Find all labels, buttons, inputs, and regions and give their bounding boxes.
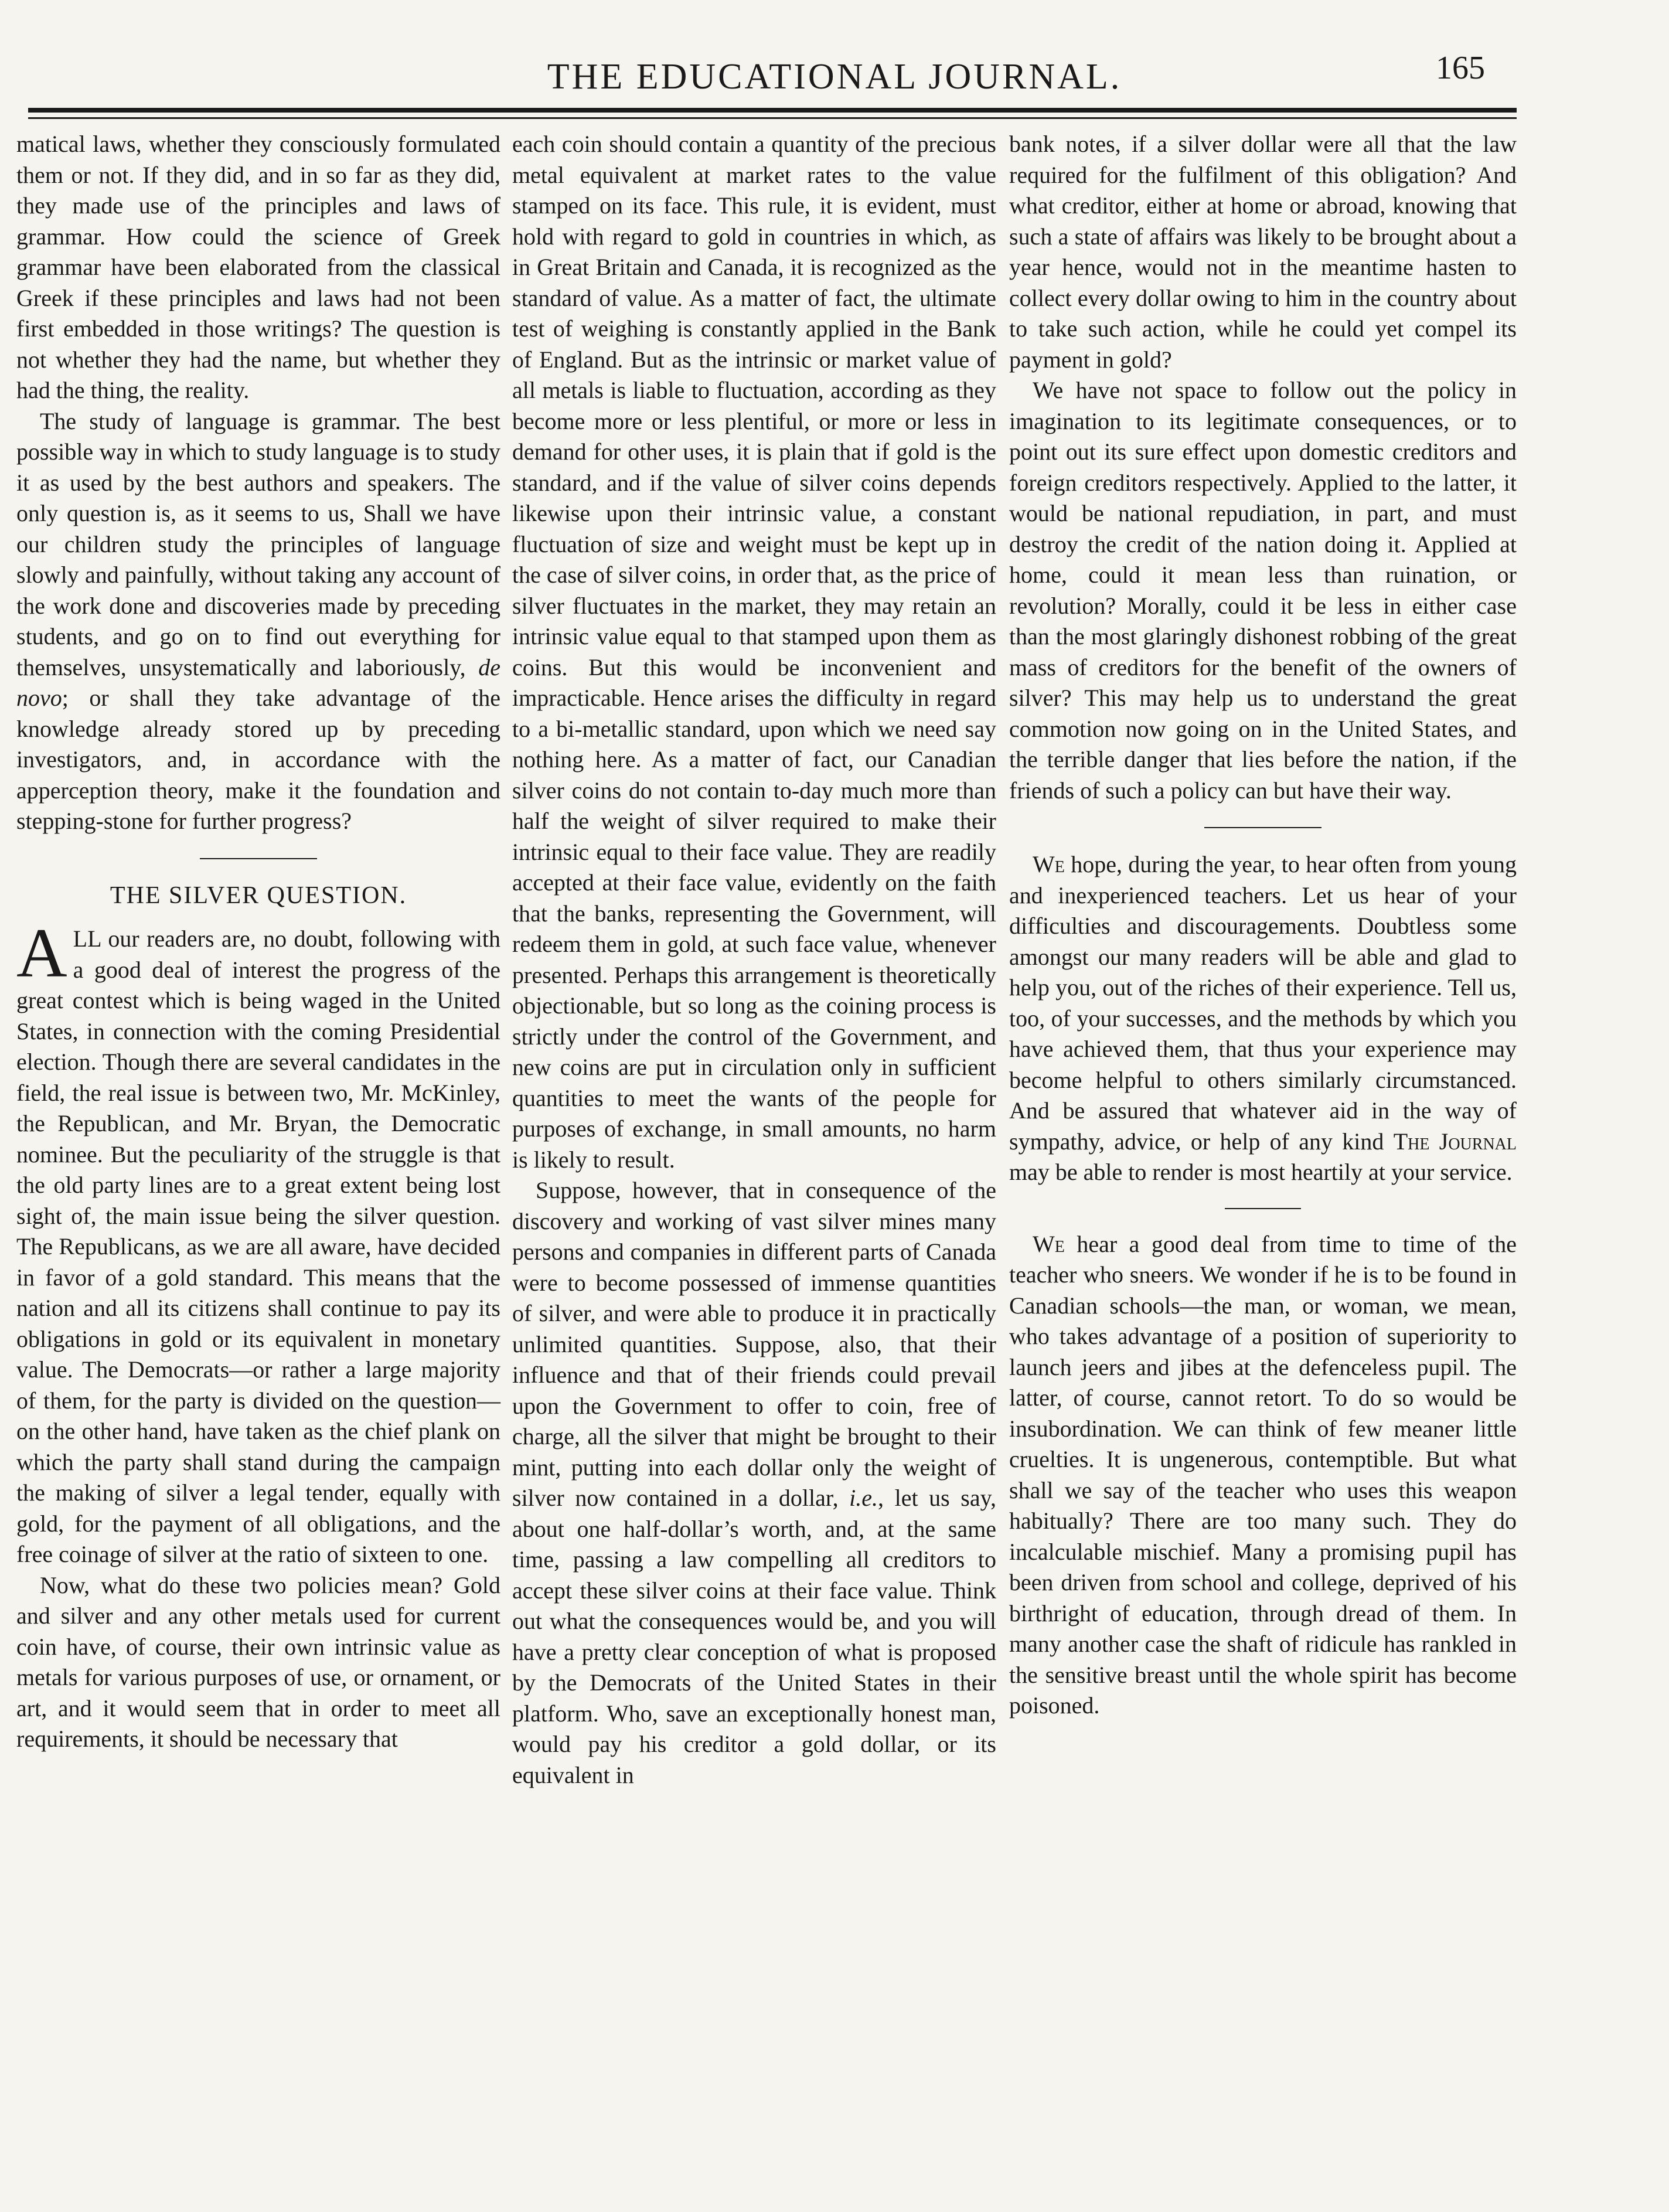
paragraph: bank notes, if a silver dollar were all that the law required for the fulfilment of this obligation? And what creditor, either at home or abroad, knowing that such a state of affairs was likely to be brought about a year hence, would not in the meantime hasten to collect every dollar owing to him in the country about to take such action, while he could yet compel its payment in gold? bbox=[1009, 131, 1517, 373]
section-divider bbox=[1204, 827, 1321, 828]
section-divider bbox=[1225, 1208, 1301, 1209]
paragraph-text: The study of language is grammar. The best possible way in which to study language is to study it as used by the best authors and speakers. The only question is, as it seems to us, Shall we have our children study the principles of language slowly and painfully, without taking any account of the work done and discoveries made by preceding students, and go on to find out everything for themselves, unsystematically and laboriously, bbox=[16, 407, 500, 680]
paragraph bbox=[1009, 1229, 1517, 1721]
paragraph-text: may be able to render is most heartily at your service. bbox=[1009, 1159, 1513, 1185]
paragraph-text: , let us say, about one half-dollar’s worth, and, at the same time, passing a law compelling all creditors to accept these silver coins at their face value. Think out what the consequences would be, and you will have a pretty clear conception of what is proposed by the Democrats of the United States in their platform. Who, save an exceptionally honest man, would pay his creditor a gold dollar, or its equivalent in bbox=[512, 1485, 996, 1788]
column-3 bbox=[1009, 129, 1517, 1721]
paragraph-text: hope, during the year, to hear often from young and inexperienced teachers. Let us hear of your difficulties and discouragements. Doubtless some amongst our many readers will be able and glad to help you, out of the riches of their experience. Tell us, too, of your successes, and the methods by which you have achieved them, that thus your experience may become helpful to others similarly circumstanced. And be assured that whatever aid in the way of sympathy, advice, or help of any kind bbox=[1009, 851, 1517, 1155]
header-rule-thin bbox=[28, 117, 1517, 119]
page-number: 165 bbox=[1436, 50, 1485, 86]
journal-name: The Journal bbox=[1393, 1128, 1517, 1155]
page-header bbox=[0, 0, 1669, 117]
paragraph: each coin should contain a quantity of the precious metal equivalent at market rates to the value stamped on its face. This rule, it is evident, must hold with regard to gold in countries in which, as in Great Britain and Canada, it is recognized as the standard of value. As a matter of fact, the ultimate test of weighing is constantly applied in the Bank of England. But as the intrinsic or market value of all metals is liable to fluctuation, according as they become more or less plentiful, or more or less in demand for other uses, it is plain that if gold is the standard, and if the value of silver coins depends likewise upon their intrinsic value, a constant fluctuation of size and weight must be kept up in the case of silver coins, in order that, as the price of silver fluctuates in the market, they may retain an intrinsic value equal to that stamped upon them as coins. But this would be inconvenient and impracticable. Hence arises the difficulty in regard to a bi-metallic standard, upon which we need say nothing here. As a matter of fact, our Canadian silver coins do not contain to-day much more than half the weight of silver required to make their intrinsic equal to their face value. They are readily accepted at their face value, evidently on the faith that the banks, representing the Government, will redeem them in gold, at such face value, whenever presented. Perhaps this arrangement is theoretically objectionable, but so long as the coining process is strictly under the control of the Government, and new coins are put in circulation only in sufficient quantities to meet the wants of the people for purposes of exchange, in small amounts, no harm is likely to result. bbox=[512, 131, 996, 1173]
column-2 bbox=[512, 129, 996, 1791]
paragraph-text: Suppose, however, that in consequence of the discovery and working of vast silver mines many persons and companies in different parts of Canada were to become possessed of immense quantities of silver, and were able to produce it in practically unlimited quantities. Suppose, also, that their influence and that of their friends could prevail upon the Government to offer to coin, free of charge, all the silver that might be brought to their mint, putting into each dollar only the weight of silver now contained in a dollar, bbox=[512, 1177, 996, 1511]
paragraph bbox=[512, 1175, 996, 1791]
paragraph-text: LL our readers are, no doubt, following with a good deal of interest the progress of the great contest which is being waged in the United States, in connection with the coming Presidential election. Though there are several candidates in the field, the real issue is between two, Mr. McKinley, the Republican, and Mr. Bryan, the Democratic nominee. But the peculiarity of the struggle is that the old party lines are to a great extent being lost sight of, the main issue being the silver question. The Republicans, as we are all aware, have decided in favor of a gold standard. This means that the nation and all its citizens shall continue to pay its obligations in gold or its equivalent in monetary value. The Democrats—or rather a large majority of them, for the party is divided on the question—on the other hand, have taken as the chief plank on which the party shall stand during the campaign the making of silver a legal tender, equally with gold, for the payment of all obligations, and the free coinage of silver at the ratio of sixteen to one. bbox=[16, 925, 500, 1567]
paragraph bbox=[16, 406, 500, 837]
italic-phrase: de novo bbox=[16, 654, 501, 711]
paragraph bbox=[16, 914, 500, 1570]
paragraph: We have not space to follow out the policy in imagination to its legitimate consequences, or to point out its sure effect upon domestic creditors and foreign creditors respectively. Applied to the latter, it would be national repudiation, in part, and must destroy the credit of the nation doing it. Applied at home, could it mean less than ruination, or revolution? Morally, could it be less in either case than the most glaringly dishonest robbing of the great mass of creditors for the benefit of the owners of silver? This may help us to understand the great commotion now going on in the United States, and the terrible danger that lies before the nation, if the friends of such a policy can but have their way. bbox=[1009, 377, 1517, 804]
lead-word: We bbox=[1033, 851, 1065, 877]
drop-cap: A bbox=[16, 914, 67, 992]
journal-title: THE EDUCATIONAL JOURNAL. bbox=[547, 57, 1122, 97]
section-divider bbox=[200, 858, 317, 859]
paragraph: matical laws, whether they consciously formulated them or not. If they did, and in so far as they did, they made use of the principles and laws of grammar. How could the science of Greek grammar have been elaborated from the classical Greek if these principles and laws had not been first embedded in those writings? The question is not whether they had the name, but whether they had the thing, the reality. bbox=[16, 131, 500, 403]
italic-phrase: i.e. bbox=[849, 1485, 878, 1511]
column-1 bbox=[16, 129, 500, 1755]
paragraph bbox=[1009, 849, 1517, 1188]
lead-word: We bbox=[1033, 1230, 1065, 1257]
paragraph-text: ; or shall they take advantage of the knowledge already stored up by preceding investigators, and, in accordance with the apperception theory, make it the foundation and stepping-stone for further progress? bbox=[16, 685, 500, 834]
paragraph-text: hear a good deal from time to time of the teacher who sneers. We wonder if he is to be found in Canadian schools—the man, or woman, we mean, who takes advantage of a position of superiority to launch jeers and jibes at the defenceless pupil. The latter, of course, cannot retort. To do so would be insubordination. We can think of few meaner little cruelties. It is ungenerous, contemptible. But what shall we say of the teacher who uses this weapon habitually? There are too many such. They do incalculable mischief. Many a promising pupil has been driven from school and college, deprived of his birthright of education, through dread of them. In many another case the shaft of ridicule has rankled in the sensitive breast until the whole spirit has become poisoned. bbox=[1009, 1230, 1517, 1718]
header-rule-thick bbox=[28, 108, 1517, 113]
paragraph: Now, what do these two policies mean? Gold and silver and any other metals used for current coin have, of course, their own intrinsic value as metals for various purposes of use, or ornament, or art, and it would seem that in order to meet all requirements, it should be necessary that bbox=[16, 1571, 500, 1752]
section-title: THE SILVER QUESTION. bbox=[110, 882, 407, 909]
